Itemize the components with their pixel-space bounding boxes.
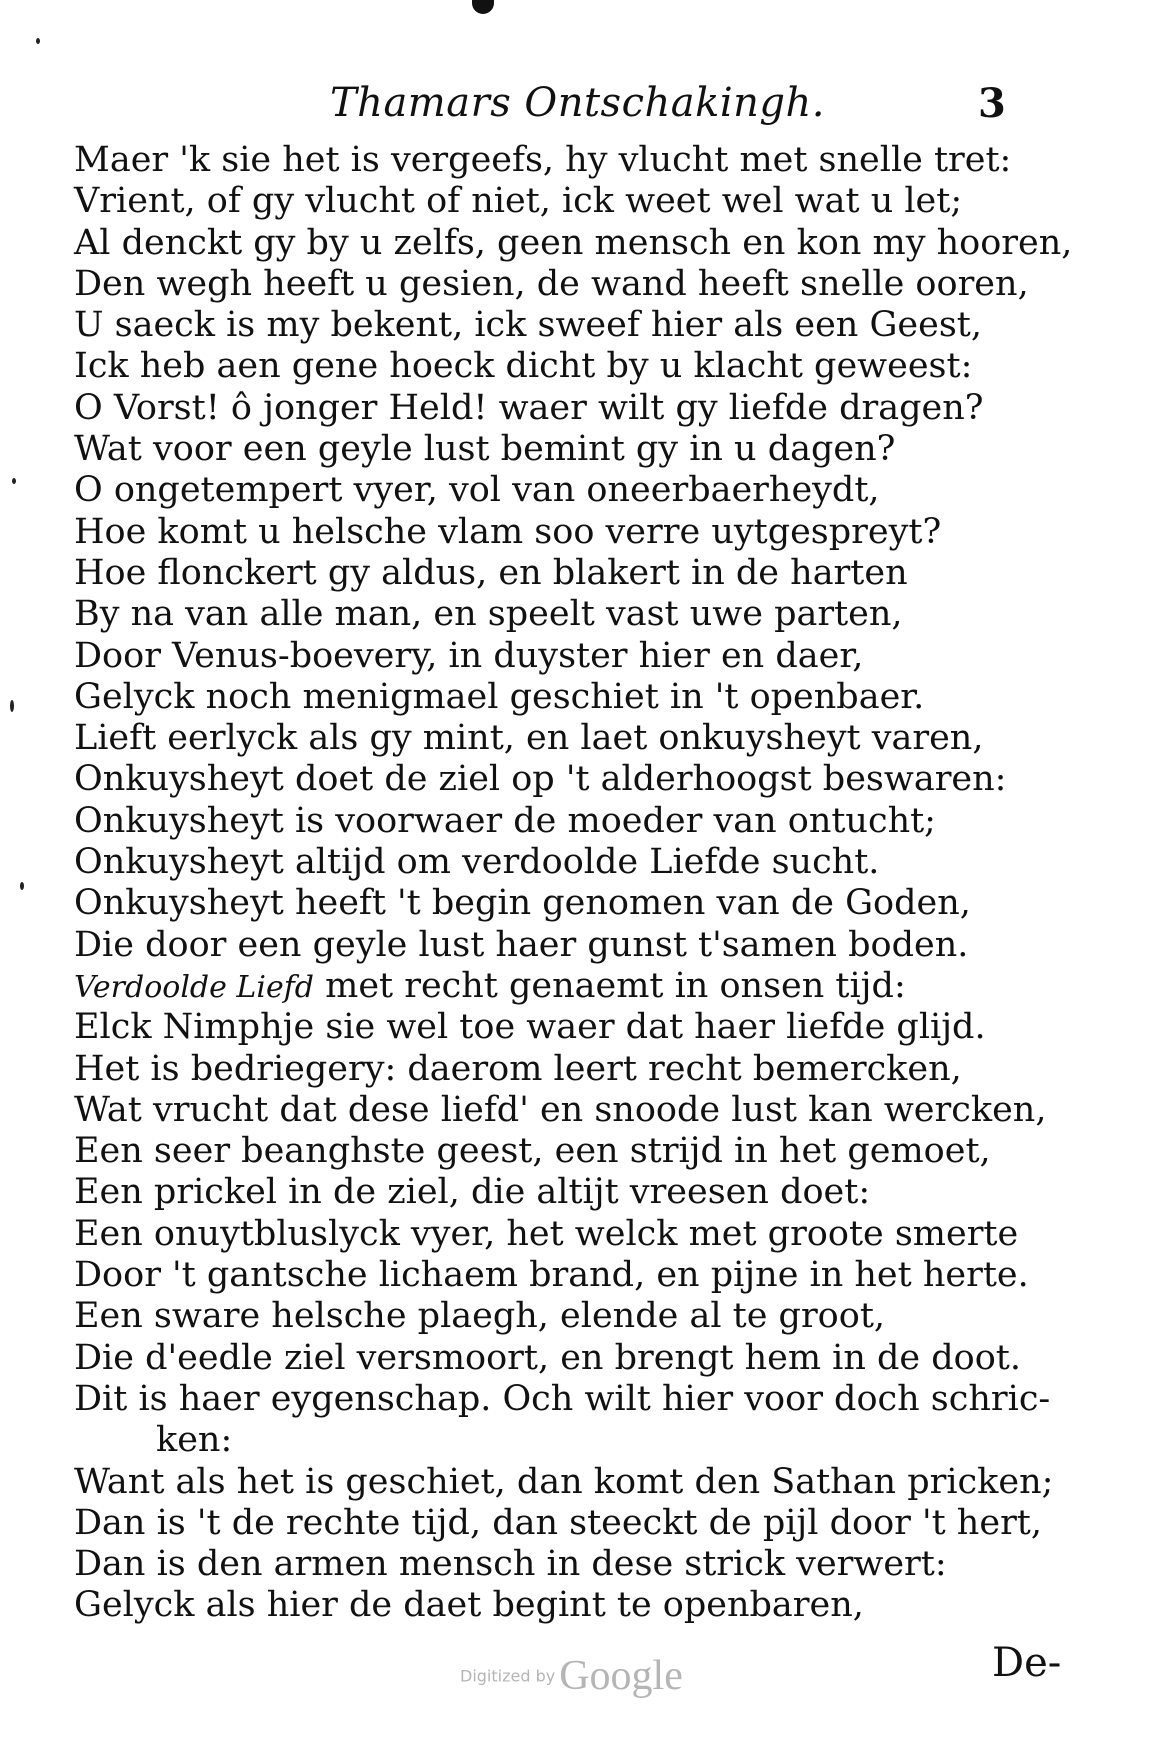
verse-line: Want als het is geschiet, dan komt den Sathan pricken;: [74, 1461, 1054, 1502]
ink-speck: [36, 38, 40, 44]
running-title: Thamars Ontschakingh.: [330, 80, 825, 126]
verse-line: Vrient, of gy vlucht of niet, ick weet wel wat u let;: [74, 181, 963, 222]
verse-line: Die door een geyle lust haer gunst t'samen boden.: [74, 924, 969, 965]
verse-line: Den wegh heeft u gesien, de wand heeft snelle ooren,: [74, 263, 1029, 304]
verse-line: U saeck is my bekent, ick sweef hier als een Geest,: [74, 305, 983, 346]
verse-line-continuation: ken:: [156, 1420, 233, 1461]
verse-line: Onkuysheyt doet de ziel op 't alderhoogst beswaren:: [74, 759, 1007, 800]
verse-line: Onkuysheyt heeft 't begin genomen van de Goden,: [74, 883, 971, 924]
verse-line: Hoe flonckert gy aldus, en blakert in de harten: [74, 552, 908, 593]
verse-line: O Vorst! ô jonger Held! waer wilt gy liefde dragen?: [74, 387, 984, 428]
verse-line: Elck Nimphje sie wel toe waer dat haer liefde glijd.: [74, 1007, 986, 1048]
catchword: De-: [992, 1640, 1062, 1686]
verse-line: Het is bedriegery: daerom leert recht bemercken,: [74, 1048, 962, 1089]
verse-line: Al denckt gy by u zelfs, geen mensch en kon my hooren,: [74, 222, 1073, 263]
italic-phrase: Verdoolde Liefd: [74, 969, 314, 1005]
ink-speck: [12, 478, 16, 484]
verse-line: Een seer beanghste geest, een strijd in het gemoet,: [74, 1131, 991, 1172]
verse-line: Een onuytbluslyck vyer, het welck met groote smerte: [74, 1213, 1019, 1254]
verse-line: [74, 966, 1074, 1007]
ink-speck: [20, 882, 24, 890]
verse-line: Onkuysheyt altijd om verdoolde Liefde sucht.: [74, 842, 880, 883]
verse-line: Gelyck noch menigmael geschiet in 't openbaer.: [74, 676, 925, 717]
verse-line: Door 't gantsche lichaem brand, en pijne in het herte.: [74, 1255, 1029, 1296]
verse-line: Die d'eedle ziel versmoort, en brengt hem in de doot.: [74, 1337, 1021, 1378]
verse-line: Door Venus-boevery, in duyster hier en daer,: [74, 635, 864, 676]
ink-blot: [472, 0, 494, 14]
verse-line: Dit is haer eygenschap. Och wilt hier voor doch schric-: [74, 1378, 1051, 1419]
verse-line: Lieft eerlyck als gy mint, en laet onkuysheyt varen,: [74, 718, 984, 759]
verse-line: Wat voor een geyle lust bemint gy in u dagen?: [74, 429, 896, 470]
verse-line: Hoe komt u helsche vlam soo verre uytgespreyt?: [74, 511, 942, 552]
verse-line: O ongetempert vyer, vol van oneerbaerheydt,: [74, 470, 880, 511]
verse-line: By na van alle man, en speelt vast uwe parten,: [74, 594, 903, 635]
watermark-prefix: Digitized by: [460, 1666, 556, 1686]
verse-line: Dan is den armen mensch in dese strick verwert:: [74, 1544, 947, 1585]
verse-line: Onkuysheyt is voorwaer de moeder van ontucht;: [74, 800, 936, 841]
verse-line: Een prickel in de ziel, die altijt vreesen doet:: [74, 1172, 871, 1213]
ink-speck: [10, 700, 14, 712]
verse-line: Ick heb aen gene hoeck dicht by u klacht geweest:: [74, 346, 973, 387]
verse-line-rest: met recht genaemt in onsen tijd:: [314, 965, 906, 1006]
page-number: 3: [978, 80, 1006, 127]
digitized-by-google-watermark: [460, 1652, 683, 1700]
verse-line: Maer 'k sie het is vergeefs, hy vlucht met snelle tret:: [74, 140, 1012, 180]
verse-line: Wat vrucht dat dese liefd' en snoode lust kan wercken,: [74, 1089, 1047, 1130]
verse-line: Gelyck als hier de daet begint te openbaren,: [74, 1585, 864, 1626]
verse-line: Een sware helsche plaegh, elende al te groot,: [74, 1296, 886, 1337]
verse-line: Dan is 't de rechte tijd, dan steeckt de pijl door 't hert,: [74, 1502, 1042, 1543]
google-logo-text: Google: [559, 1653, 683, 1699]
poem-text: [74, 140, 1074, 1627]
